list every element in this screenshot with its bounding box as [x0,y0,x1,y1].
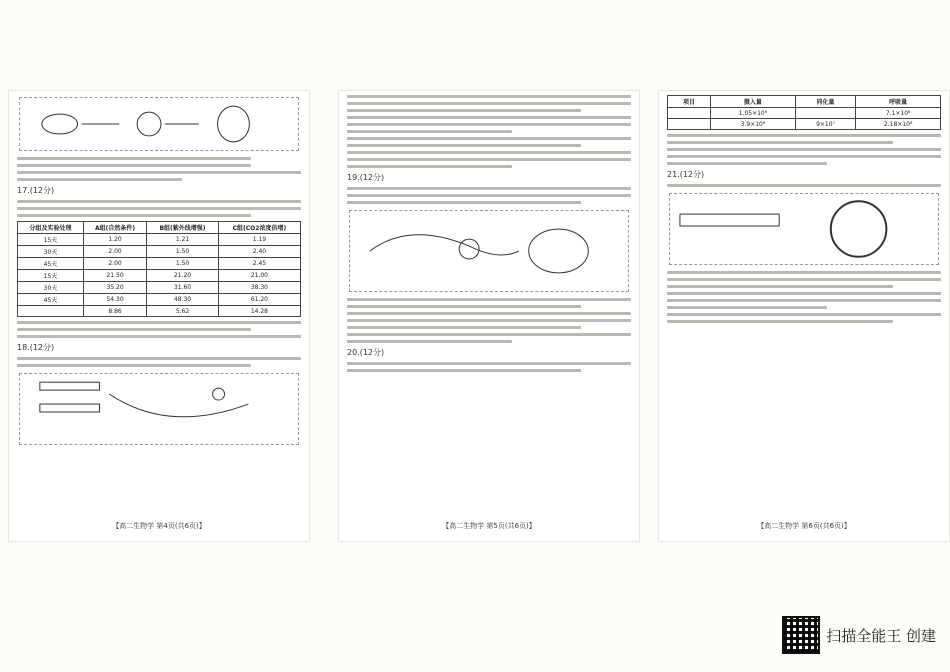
watermark-text: 扫描全能王 创建 [826,626,936,645]
scanner-watermark [782,616,936,654]
question-21-label: 21.(12分) [667,170,705,179]
table-row: 15天 21.50 21.20 21.00 [18,270,301,282]
experiment-table [17,221,301,317]
table-header: B组(紫外线增强) [147,222,219,234]
question-17-label: 17.(12分) [17,186,55,195]
figure-plasmid [669,193,939,265]
energy-table [667,95,941,130]
figure-synapse [349,210,629,292]
figure-cell-transformation [19,97,299,151]
table-header: 分组及实验处理 [18,222,84,234]
page-footer: 【高二生物学 第6页(共6页)】 [757,522,851,530]
table-header: 摄入量 [711,96,796,108]
table-row: 45天 54.30 48.30 61.20 [18,294,301,306]
table-row: 15天 1.20 1.21 1.19 [18,234,301,246]
question-19-label: 19.(12分) [347,173,385,182]
figure-diagram [20,98,298,150]
figure-diagram [350,211,628,291]
table-row: 30天 35.20 31.60 38.30 [18,282,301,294]
qr-code-icon [782,616,820,654]
exam-page-4 [8,90,310,542]
table-row: 30天 2.00 1.50 2.40 [18,246,301,258]
page-footer: 【高二生物学 第4页(共6页)】 [112,522,206,530]
table-row: 1.05×10⁹ 7.1×10⁸ [668,108,941,119]
exam-page-6 [658,90,950,542]
figure-diagram [670,194,938,264]
table-header: 呼吸量 [856,96,941,108]
question-18-label: 18.(12分) [17,343,55,352]
figure-diagram [20,374,298,444]
table-row: 8.86 5.62 14.28 [18,306,301,317]
exam-page-5 [338,90,640,542]
table-header: C组(CO2浓度倍增) [218,222,300,234]
question-20-label: 20.(12分) [347,348,385,357]
table-header: 项目 [668,96,711,108]
figure-mirna-pathway [19,373,299,445]
page-footer: 【高二生物学 第5页(共6页)】 [442,522,536,530]
table-header: 同化量 [795,96,856,108]
table-row: 45天 2.00 1.50 2.45 [18,258,301,270]
table-header: A组(自然条件) [83,222,146,234]
table-row: 3.9×10⁸ 9×10⁷ 2.18×10⁸ [668,119,941,130]
